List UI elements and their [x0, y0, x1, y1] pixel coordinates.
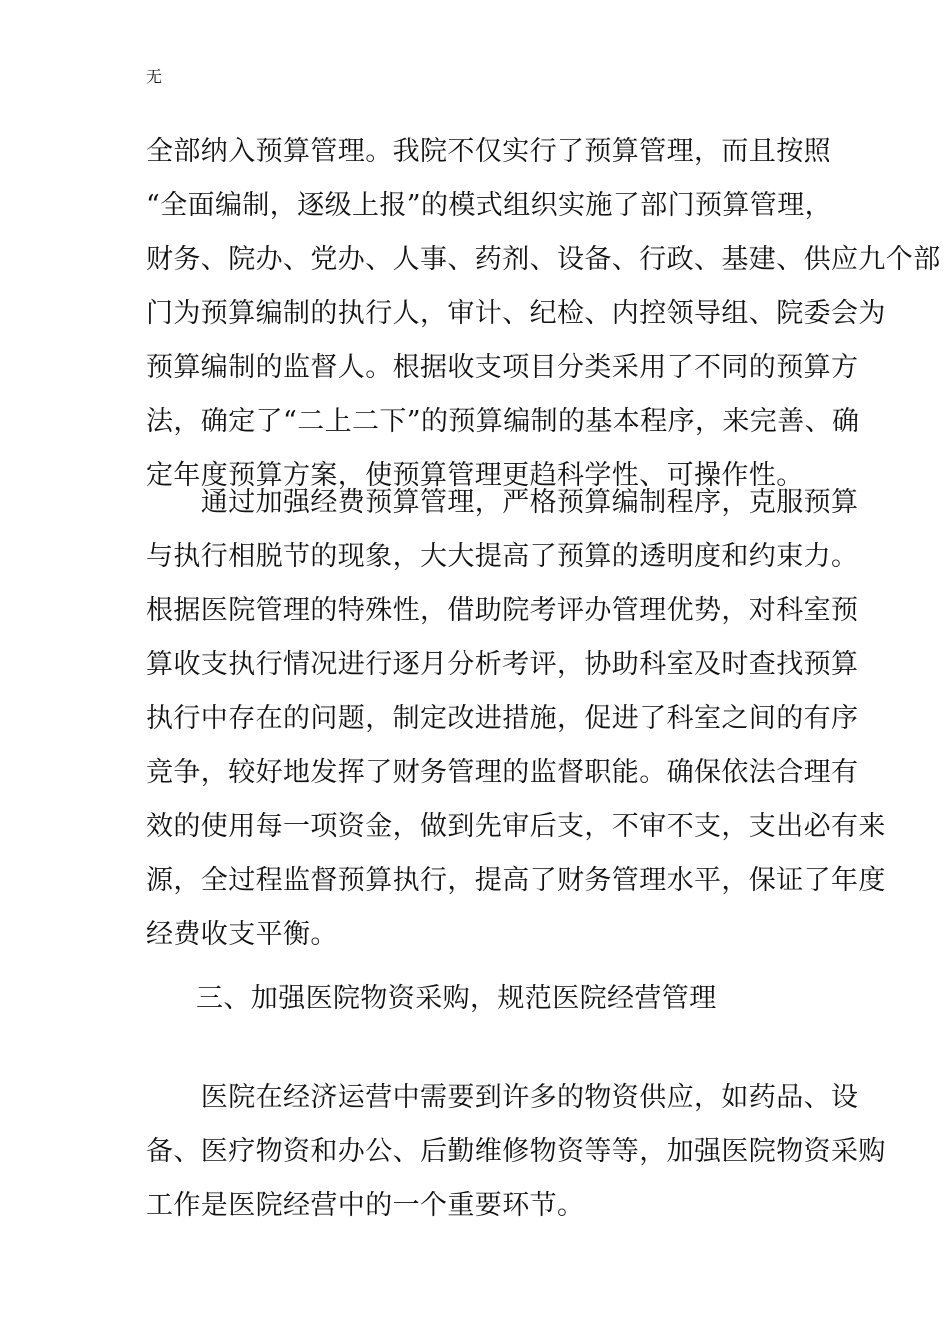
page-header-mark: 无	[146, 67, 163, 86]
text-line: 效的使用每一项资金，做到先审后支，不审不支，支出必有来	[146, 811, 886, 842]
text-line: 竞争，较好地发挥了财务管理的监督职能。确保依法合理有	[146, 757, 859, 788]
text-line: 法，确定了“二上二下”的预算编制的基本程序，来完善、确	[146, 406, 860, 437]
paragraph-procurement	[146, 1071, 886, 1233]
section-heading: 三、加强医院物资采购，规范医院经营管理	[196, 983, 717, 1014]
paragraph-budget-execution	[146, 476, 886, 962]
text-line: 定年度预算方案，使预算管理更趋科学性、可操作性。	[146, 460, 804, 491]
text-line: 算收支执行情况进行逐月分析考评，协助科室及时查找预算	[146, 649, 859, 680]
text-line: 通过加强经费预算管理，严格预算编制程序，克服预算	[146, 487, 859, 518]
text-line: 与执行相脱节的现象，大大提高了预算的透明度和约束力。	[146, 541, 859, 572]
text-line: 预算编制的监督人。根据收支项目分类采用了不同的预算方	[146, 352, 859, 383]
text-line: 经费收支平衡。	[146, 919, 338, 950]
text-line: 门为预算编制的执行人，审计、纪检、内控领导组、院委会为	[146, 298, 886, 329]
text-line: 全部纳入预算管理。我院不仅实行了预算管理，而且按照	[146, 136, 831, 167]
text-line: 医院在经济运营中需要到许多的物资供应，如药品、设	[146, 1082, 859, 1113]
text-line: 源，全过程监督预算执行，提高了财务管理水平，保证了年度	[146, 865, 886, 896]
text-line: 根据医院管理的特殊性，借助院考评办管理优势，对科室预	[146, 595, 859, 626]
text-line: 备、医疗物资和办公、后勤维修物资等等，加强医院物资采购	[146, 1136, 886, 1167]
text-line: 执行中存在的问题，制定改进措施，促进了科室之间的有序	[146, 703, 859, 734]
text-line: 财务、院办、党办、人事、药剂、设备、行政、基建、供应九个部	[146, 244, 941, 275]
text-line: “全面编制，逐级上报”的模式组织实施了部门预算管理，	[146, 190, 833, 221]
text-line: 工作是医院经营中的一个重要环节。	[146, 1190, 585, 1221]
